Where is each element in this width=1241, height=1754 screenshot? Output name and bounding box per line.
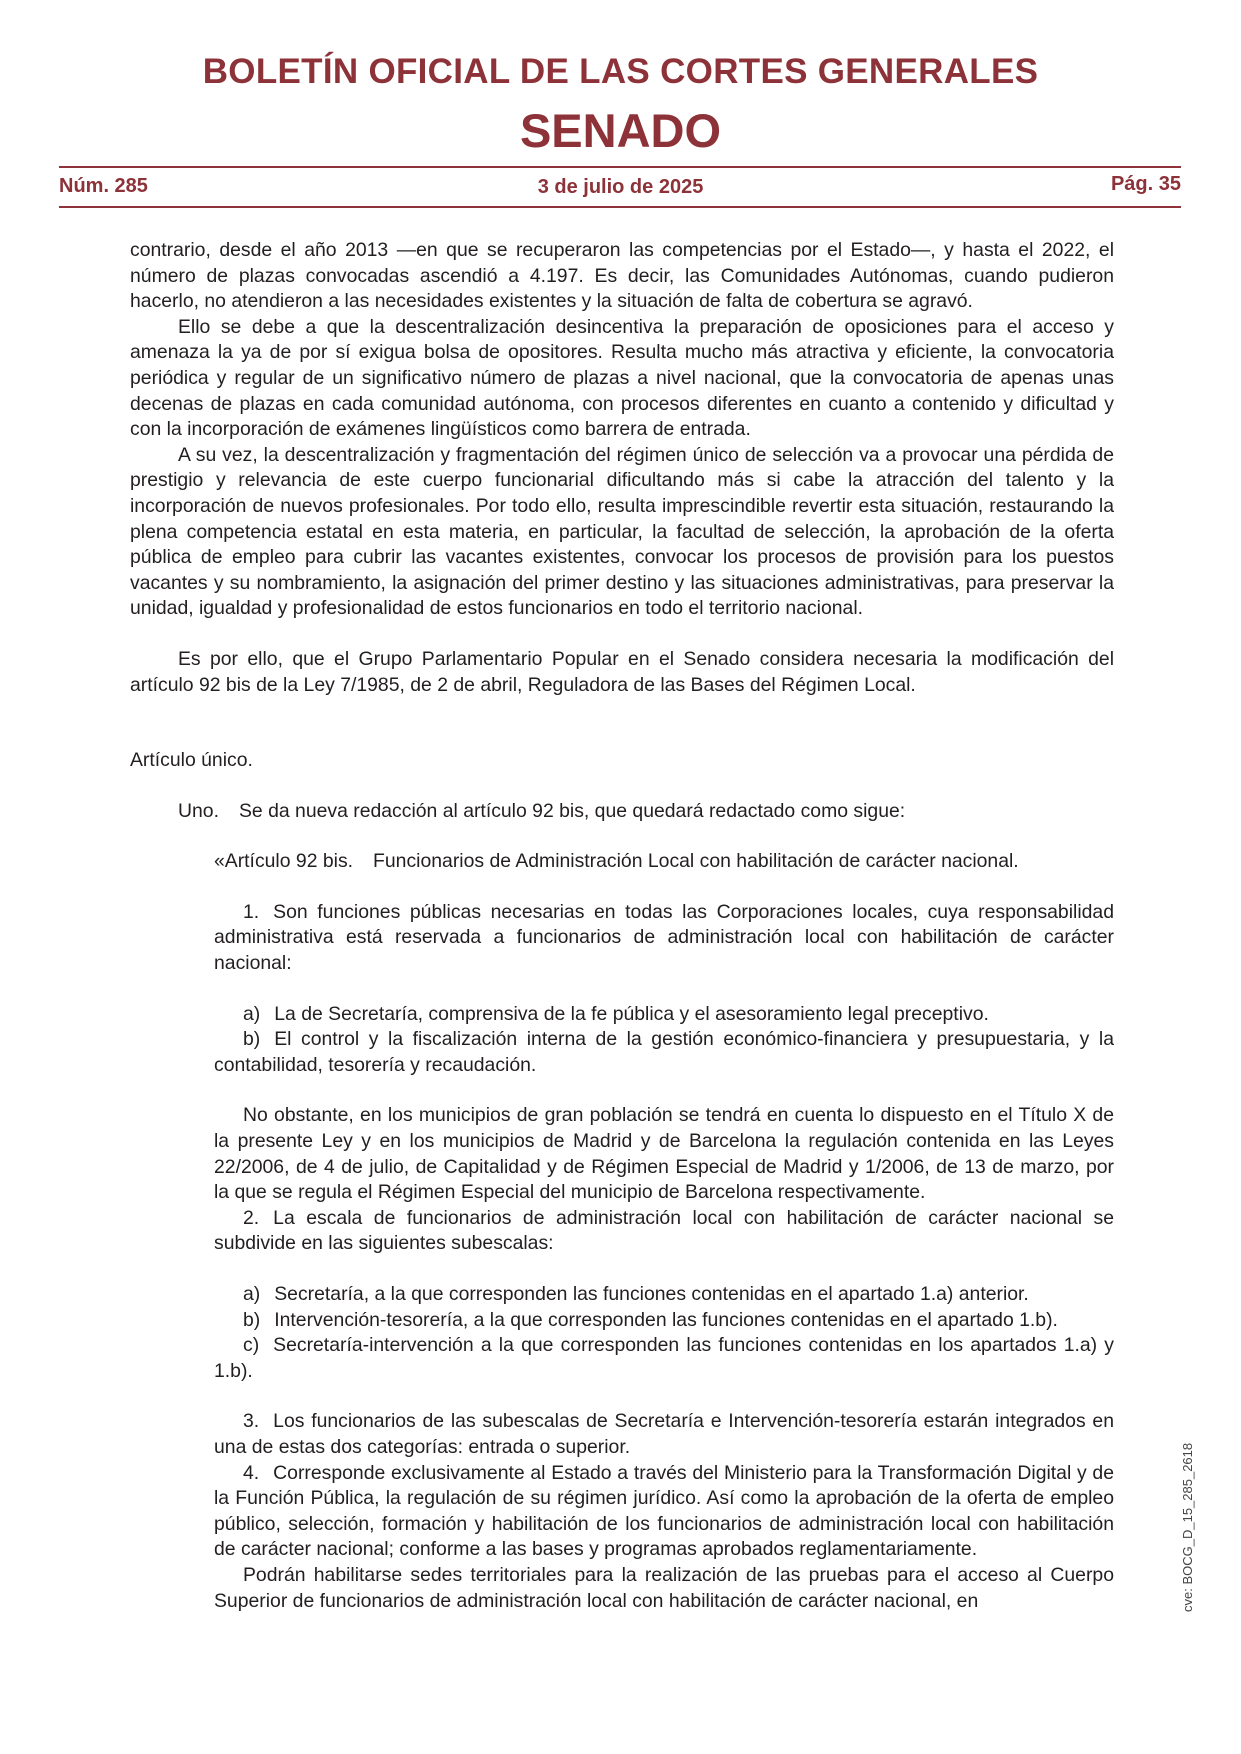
- bulletin-title: BOLETÍN OFICIAL DE LAS CORTES GENERALES: [202, 52, 1039, 91]
- section-number: 1.: [243, 900, 260, 923]
- list-text: Secretaría-intervención a la que corresponden las funciones contenidas en los apartados 1.a) y 1.b).: [214, 1334, 1114, 1382]
- section-3: [130, 1409, 1114, 1460]
- list-item: [130, 1282, 1114, 1308]
- amendment-uno: [130, 799, 1114, 825]
- list-text: Secretaría, a la que corresponden las funciones contenidas en el apartado 1.a) anterior.: [274, 1283, 1029, 1305]
- list-item: [130, 1308, 1114, 1334]
- issue-number: Núm. 285: [59, 175, 148, 197]
- section-number: 4.: [243, 1461, 260, 1484]
- list-item: [130, 1333, 1114, 1384]
- paragraph: A su vez, la descentralización y fragmentación del régimen único de selección va a provocar una pérdida de prestigio y relevancia de este cuerpo funcionarial dificultando más si cabe la atracción del talento y la incorporación de nuevos profesionales. Por todo ello, resulta imprescindible revertir esta situación, restaurando la plena competencia estatal en esta materia, en particular, la facultad de selección, la aprobación de la oferta pública de empleo para cubrir las vacantes existentes, convocar los procesos de provisión para los puestos vacantes y su nombramiento, la asignación del primer destino y las situaciones administrativas, para preservar la unidad, igualdad y profesionalidad de estos funcionarios en todo el territorio nacional.: [130, 443, 1114, 620]
- article-label: «Artículo 92 bis.: [214, 850, 354, 873]
- page-number: Pág. 35: [1110, 173, 1181, 195]
- list-label: b): [243, 1308, 261, 1331]
- section-2: [130, 1206, 1114, 1257]
- issue-date: 3 de julio de 2025: [537, 176, 704, 198]
- list-text: El control y la fiscalización interna de la gestión económico-financiera y presupuestaria, y la contabilidad, tesorería y recaudación.: [214, 1028, 1114, 1076]
- list-label: a): [243, 1002, 261, 1025]
- article-title: [130, 849, 1114, 875]
- section-text: Son funciones públicas necesarias en todas las Corporaciones locales, cuya responsabilidad administrativa está reservada a funcionarios de administración local con habilitación de carácter nacional:: [214, 900, 1114, 975]
- section-number: 3.: [243, 1410, 260, 1433]
- section-text: Los funcionarios de las subescalas de Secretaría e Intervención-tesorería estarán integrados en una de estas dos categorías: entrada o superior.: [214, 1410, 1114, 1458]
- list-text: Intervención-tesorería, a la que corresponden las funciones contenidas en el apartado 1.b).: [274, 1308, 1058, 1331]
- header-rule-bottom: [59, 206, 1181, 208]
- cve-code: cve: BOCG_D_15_285_2618: [1180, 1442, 1195, 1612]
- amendment-text: Se da nueva redacción al artículo 92 bis, que quedará redactado como sigue:: [238, 799, 906, 822]
- section-number: 2.: [243, 1206, 260, 1229]
- list-label: b): [243, 1028, 261, 1051]
- list-text: La de Secretaría, comprensiva de la fe pública y el asesoramiento legal preceptivo.: [274, 1002, 989, 1025]
- paragraph: Ello se debe a que la descentralización desincentiva la preparación de oposiciones para el acceso y amenaza la ya de por sí exigua bolsa de opositores. Resulta mucho más atractiva y eficiente, la convocatoria periódica y regular de un significativo número de plazas a nivel nacional, que la convocatoria de apenas unas decenas de plazas en cada comunidad autónoma, con procesos diferentes en cuanto a contenido y dificultad y con la incorporación de exámenes lingüísticos como barrera de entrada.: [130, 315, 1114, 441]
- paragraph: Podrán habilitarse sedes territoriales para la realización de las pruebas para el acceso al Cuerpo Superior de funcionarios de administración local con habilitación de carácter nacional, en: [214, 1563, 1114, 1612]
- paragraph: No obstante, en los municipios de gran población se tendrá en cuenta lo dispuesto en el Título X de la presente Ley y en los municipios de Madrid y de Barcelona la regulación contenida en las Leyes 22/2006, de 4 de julio, de Capitalidad y de Régimen Especial de Madrid y 1/2006, de 13 de marzo, por la que se regula el Régimen Especial del municipio de Barcelona respectivamente.: [214, 1104, 1114, 1204]
- paragraph: contrario, desde el año 2013 —en que se recuperaron las competencias por el Estado—, y hasta el 2022, el número de plazas convocadas ascendió a 4.197. Es decir, las Comunidades Autónomas, cuando pudieron hacerlo, no atendieron a las necesidades existentes y la situación de falta de cobertura se agravó.: [130, 239, 1114, 313]
- paragraph: Es por ello, que el Grupo Parlamentario Popular en el Senado considera necesaria la modificación del artículo 92 bis de la Ley 7/1985, de 2 de abril, Reguladora de las Bases del Régimen Local.: [130, 647, 1114, 696]
- header-rule-top: [59, 166, 1181, 168]
- amendment-label: Uno.: [178, 799, 219, 822]
- document-body: [130, 238, 1114, 1614]
- article-name: Funcionarios de Administración Local con habilitación de carácter nacional.: [373, 850, 1019, 873]
- section-1: [130, 900, 1114, 977]
- list-label: a): [243, 1283, 261, 1305]
- list-item: [130, 1002, 1114, 1028]
- article-heading: Artículo único.: [130, 749, 253, 772]
- chamber-title: SENADO: [519, 104, 722, 157]
- section-text: Corresponde exclusivamente al Estado a través del Ministerio para la Transformación Digital y de la Función Pública, la regulación de su régimen jurídico. Así como la aprobación de la oferta de empleo público, selección, formación y habilitación de los funcionarios de administración local con habilitación de carácter nacional; conforme a las bases y programas aprobados reglamentariamente.: [214, 1461, 1114, 1561]
- section-text: La escala de funcionarios de administración local con habilitación de carácter nacional se subdivide en las siguientes subescalas:: [214, 1206, 1114, 1255]
- list-item: [130, 1027, 1114, 1078]
- list-label: c): [243, 1334, 260, 1357]
- section-4: [130, 1461, 1114, 1563]
